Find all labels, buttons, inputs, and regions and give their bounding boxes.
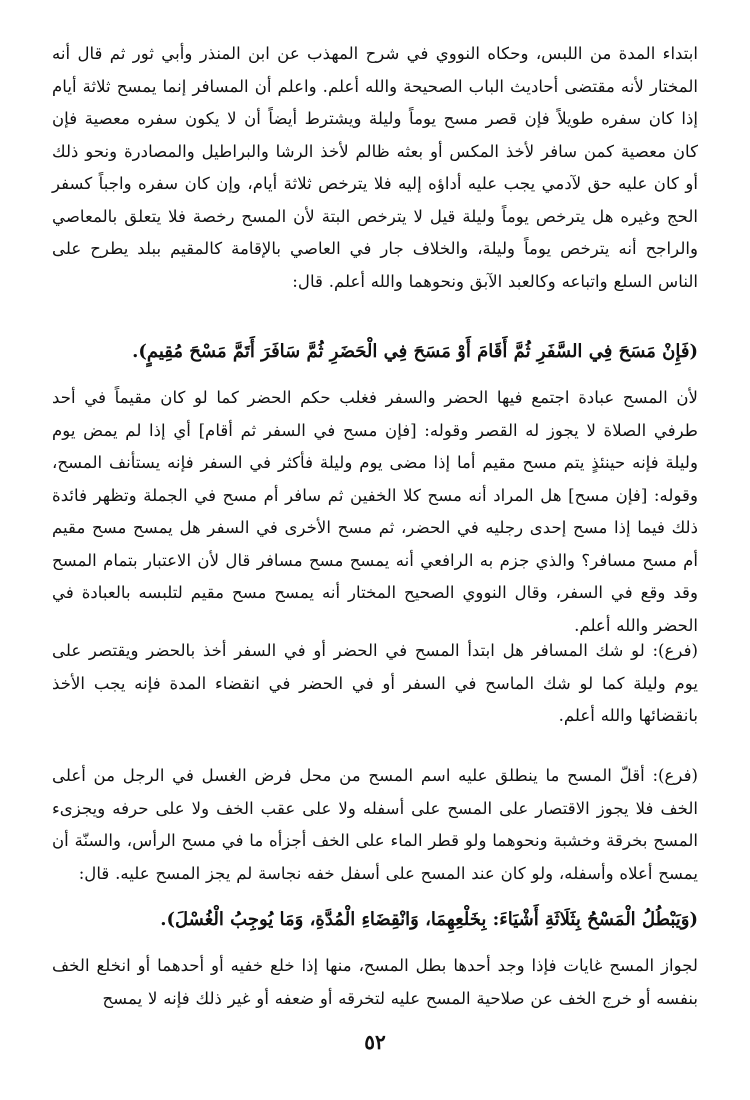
paragraph-limits-of-wiping: لجواز المسح غايات فإذا وجد أحدها بطل المسح، منها إذا خلع خفيه أو أحدهما أو انخلع الخف بنفسه أو خرج الخف عن صلاحية المسح عليه لتخرقه أو ضعفه أو غير ذلك فإنه لا يمسح (52, 956, 698, 1008)
paragraph-branch-doubt: (فرع): لو شك المسافر هل ابتدأ المسح في الحضر أو في السفر أخذ بالحضر ويقتصر على يوم وليلة كما لو شك الماسح في السفر أو في الحضر في انقضاء المدة فإنه يجب الأخذ بانقضائها والله أعلم. (52, 641, 698, 725)
paragraph-wiping-explanation: لأن المسح عبادة اجتمع فيها الحضر والسفر فغلب حكم الحضر كما لو كان مقيماً في أحد طرفي الصلاة لا يجوز له القصر وقوله: [فإن مسح في السفر ثم أقام] أي إذا لم يمض يوم وليلة فإنه حينئذٍ يتم مسح مقيم أما إذا مضى يوم وليلة فأكثر في السفر فإنه يستأنف المسح، وقوله: [فإن مسح] هل المراد أنه مسح كلا الخفين ثم سافر أم مسح في الجملة وتظهر فائدة ذلك فيما إذا مسح إحدى رجليه في الحضر، ثم مسح الأخرى في السفر هل يمسح مسح مقيم أم مسح مسافر؟ والذي جزم به الرافعي أنه يمسح مسح مسافر قال لأن الاعتبار بتمام المسح وقد وقع في السفر، وقال النووي الصحيح المختار أنه يمسح مسح مقيم لتلبسه بالعبادة في الحضر والله أعلم. (52, 388, 698, 635)
page-number: ٥٢ (364, 1030, 386, 1054)
matn-quote-travel-resident: (فَإِنْ مَسَحَ فِي السَّفَرِ ثُمَّ أَقَامَ أَوْ مَسَحَ فِي الْحَضَرِ ثُمَّ سَافَرَ أَتَمَّ مَسْحَ مُقِيمٍ). (132, 341, 698, 362)
matn-quote-invalidators: (وَيَبْطُلُ الْمَسْحُ بِثَلَاثَةِ أَشْيَاءَ: بِخَلْعِهِمَا، وَانْقِضَاءِ الْمُدَّةِ، وَمَا يُوجِبُ الْغُسْلَ). (160, 909, 698, 930)
paragraph-travel-duration: ابتداء المدة من اللبس، وحكاه النووي في شرح المهذب عن ابن المنذر وأبي ثور ثم قال أنه المختار لأنه مقتضى أحاديث الباب الصحيحة والله أعلم. واعلم أن المسافر إنما يمسح ثلاثة أيام إذا كان سفره طويلاً فإن قصر مسح يوماً وليلة ويشترط أيضاً أن لا يكون سفره معصية فإن كان معصية كمن سافر لأخذ المكس أو بعثه ظالم لأخذ الرشا والبراطيل والمصادرة ونحو ذلك أو كان عليه حق لآدمي يجب عليه أداؤه إليه فلا يترخص ثلاثة أيام، وإن كان سفره واجباً كسفر الحج وغيره هل يترخص يوماً وليلة قيل لا يترخص البتة لأن المسح رخصة فلا يتعلق بالمعاصي والراجح أنه يترخص يوماً وليلة، والخلاف جار في العاصي بالإقامة كالمقيم ببلد يطرح على الناس السلع واتباعه وكالعبد الآبق ونحوهما والله أعلم. قال: (52, 44, 698, 291)
paragraph-branch-minimum-wiping: (فرع): أقلّ المسح ما ينطلق عليه اسم المسح من محل فرض الغسل في الرجل من أعلى الخف فلا يجوز الاقتصار على المسح على أسفله ولا على عقب الخف ولا على حرفه ويجزىء المسح بخرقة وخشبة ونحوهما ولو قطر الماء على الخف أجزأه ما في مسح الرأس، والسنّة أن يمسح أعلاه وأسفله، ولو كان عند المسح على أسفل خفه نجاسة لم يجز المسح عليه. قال: (52, 766, 698, 883)
